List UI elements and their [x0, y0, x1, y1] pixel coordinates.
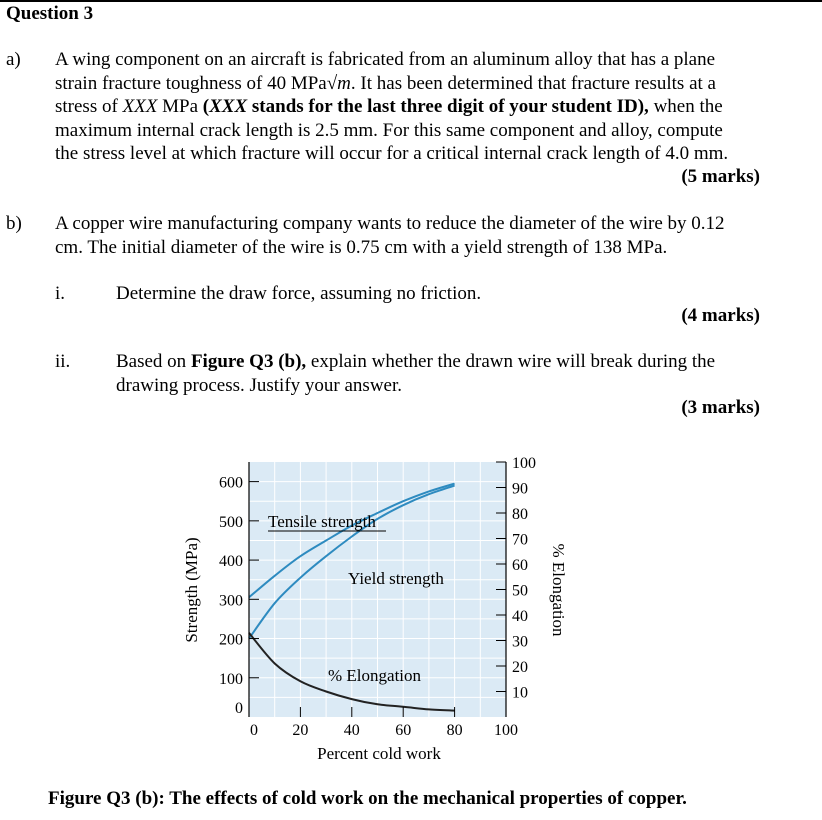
- figure-caption: Figure Q3 (b): The effects of cold work on the mechanical properties of copper.: [48, 788, 687, 809]
- part-a-line-2: strain fracture toughness of 40 MPa√m. It has been determined that fracture results at a: [55, 72, 716, 94]
- part-b-ii-marks: (3 marks): [681, 397, 760, 418]
- part-a-label: a): [6, 49, 21, 70]
- part-b-line-1: A copper wire manufacturing company wants to reduce the diameter of the wire by 0.12: [55, 213, 725, 234]
- y2-tick-label: 90: [512, 480, 528, 498]
- series-label-yield: Yield strength: [348, 569, 444, 588]
- part-a-line-4: maximum internal crack length is 2.5 mm. For this same component and alloy, compute: [55, 119, 723, 141]
- x-tick-label: 100: [494, 722, 518, 739]
- y2-tick-label: 50: [512, 582, 528, 600]
- y2-tick-label: 60: [512, 557, 528, 574]
- part-b-line-2: cm. The initial diameter of the wire is 0.75 cm with a yield strength of 138 MPa.: [55, 236, 668, 258]
- x-tick-label: 0: [250, 722, 258, 739]
- part-b-ii-line-2: drawing process. Justify your answer.: [116, 374, 403, 396]
- y-tick-label: 400: [219, 553, 243, 571]
- part-b-label: b): [6, 213, 22, 234]
- y2-axis-label: % Elongation: [549, 543, 568, 637]
- x-tick-label: 80: [446, 722, 463, 739]
- y2-tick-label: 10: [512, 684, 528, 702]
- x-tick-label: 20: [292, 722, 309, 739]
- series-label-elongation: % Elongation: [328, 666, 422, 685]
- y2-tick-label: 100: [512, 455, 536, 472]
- part-a-line-5: the stress level at which fracture will occur for a critical internal crack length of 4.0 mm.: [55, 143, 729, 164]
- y2-tick-label: 20: [512, 659, 528, 676]
- x-tick-label: 40: [343, 722, 360, 739]
- part-a-line-3: stress of XXX MPa (XXX stands for the last three digit of your student ID), when the: [55, 96, 723, 117]
- part-b-i-marks: (4 marks): [681, 305, 760, 326]
- y-tick-label: 200: [219, 631, 243, 649]
- part-b-i-label: i.: [55, 283, 66, 304]
- part-a-line-1: A wing component on an aircraft is fabricated from an aluminum alloy that has a plane: [55, 49, 716, 70]
- y-tick-label: 0: [235, 700, 243, 717]
- y-tick-label: 500: [219, 513, 243, 531]
- y2-tick-label: 80: [512, 506, 528, 523]
- y-tick-label: 100: [219, 670, 243, 688]
- y-tick-label: 300: [219, 592, 243, 610]
- y-tick-label: 600: [219, 474, 243, 492]
- y2-tick-label: 70: [512, 531, 528, 549]
- x-tick-label: 60: [395, 722, 412, 739]
- part-b-i-text: Determine the draw force, assuming no friction.: [116, 283, 482, 304]
- y-axis-label: Strength (MPa): [182, 537, 201, 643]
- part-b-ii-line-1: Based on Figure Q3 (b), explain whether the drawn wire will break during the: [116, 351, 716, 372]
- x-axis-label: Percent cold work: [317, 744, 441, 763]
- question-title: Question 3: [6, 3, 94, 24]
- series-label-tensile: Tensile strength: [268, 512, 376, 531]
- y2-tick-label: 30: [512, 633, 528, 651]
- y2-tick-label: 40: [512, 608, 528, 625]
- part-b-ii-label: ii.: [55, 351, 71, 372]
- part-a-marks: (5 marks): [681, 166, 760, 187]
